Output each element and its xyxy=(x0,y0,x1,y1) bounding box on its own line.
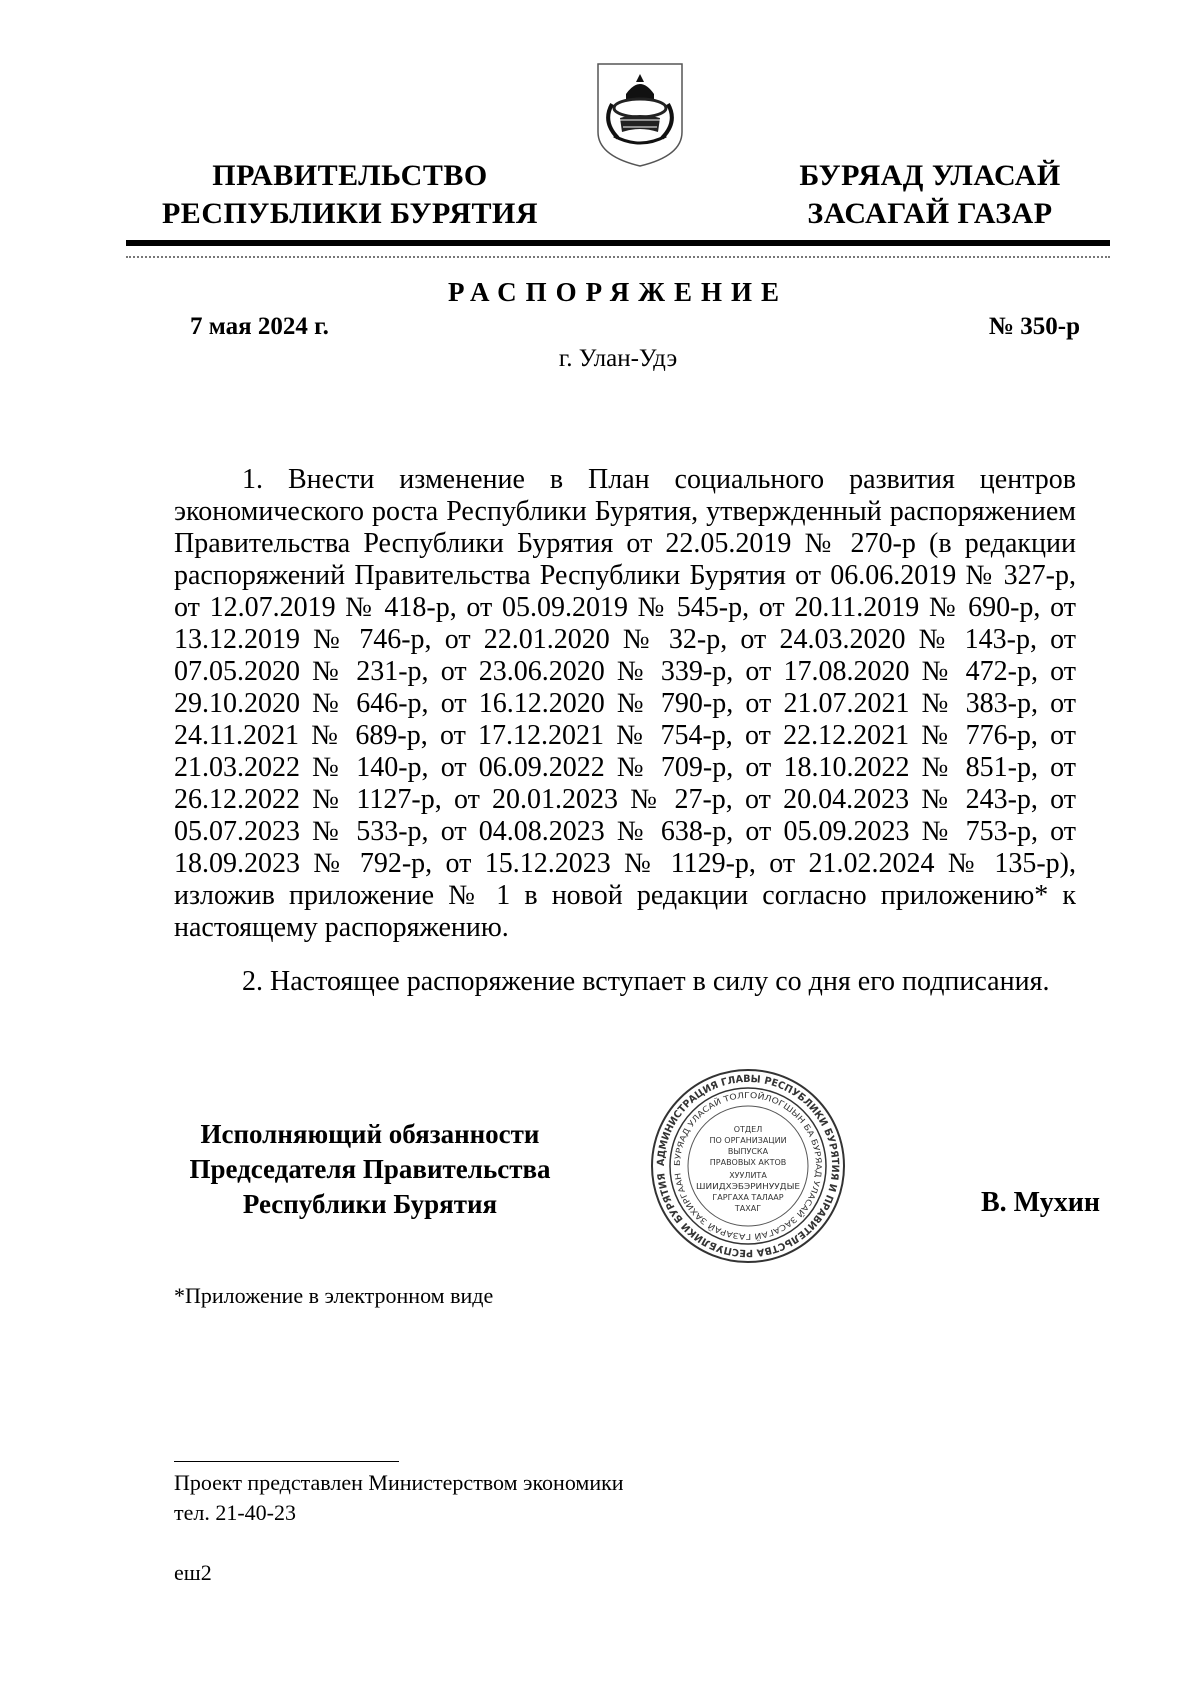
signer-title-line1: Исполняющий обязанности xyxy=(200,1119,540,1149)
signer-title-line3: Республики Бурятия xyxy=(242,1189,498,1219)
stamp-center-line: ПРАВОВЫХ АКТОВ xyxy=(709,1158,787,1167)
org-name-buryat-line1: БУРЯАД УЛАСАЙ xyxy=(799,159,1061,192)
signer-title-line2: Председателя Правительства xyxy=(189,1154,551,1184)
footnote-line1: Проект представлен Министерством экономики xyxy=(174,1470,624,1495)
footnote-line2: тел. 21-40-23 xyxy=(174,1500,297,1525)
document-code: еш2 xyxy=(174,1560,212,1585)
stamp-center-line: ВЫПУСКА xyxy=(727,1147,769,1156)
document-number: № 350-р xyxy=(988,313,1080,340)
org-name-russian xyxy=(150,157,550,233)
org-name-buryat xyxy=(760,157,1100,233)
stamp-outer-text: АДМИНИСТРАЦИЯ ГЛАВЫ РЕСПУБЛИКИ БУРЯТИЯ И ПРАВИТЕЛЬСТВА РЕСПУБЛИКИ БУРЯТИЯ xyxy=(655,1073,841,1259)
document-body xyxy=(174,464,1076,998)
stamp-center-line: ТАХАГ xyxy=(734,1204,762,1213)
coat-of-arms-emblem xyxy=(590,60,690,170)
stamp-center-line: ХУУЛИТА xyxy=(729,1171,767,1180)
org-name-russian-line1: ПРАВИТЕЛЬСТВО xyxy=(212,159,488,192)
org-name-russian-line2: РЕСПУБЛИКИ БУРЯТИЯ xyxy=(161,197,539,230)
body-paragraph-1: 1. Внести изменение в План социального развития центров экономического роста Республики Бурятия, утвержденный распоряжением Правительства Республики Бурятия от 22.05.2019 № 270-р (в редакции распоряжений Правительства Республики Бурятия от 06.06.2019 № 327-р, от 12.07.2019 № 418-р, от 05.09.2019 № 545-р, от 20.11.2019 № 690-р, от 13.12.2019 № 746-р, от 22.01.2020 № 32-р, от 24.03.2020 № 143-р, от 07.05.2020 № 231-р, от 23.06.2020 № 339-р, от 17.08.2020 № 472-р, от 29.10.2020 № 646-р, от 16.12.2020 № 790-р, от 21.07.2021 № 383-р, от 24.11.2021 № 689-р, от 17.12.2021 № 754-р, от 22.12.2021 № 776-р, от 21.03.2022 № 140-р, от 06.09.2022 № 709-р, от 18.10.2022 № 851-р, от 26.12.2022 № 1127-р, от 20.01.2023 № 27-р, от 20.04.2023 № 243-р, от 05.07.2023 № 533-р, от 04.08.2023 № 638-р, от 05.09.2023 № 753-р, от 18.09.2023 № 792-р, от 15.12.2023 № 1129-р, от 21.02.2024 № 135-р), изложив приложение № 1 в новой редакции согласно приложению* к настоящему распоряжению. xyxy=(174,464,1076,943)
stamp-inner-text: БУРЯАД УЛАСАЙ ТОЛГОЙЛОГШЫН БА БУРЯАД УЛАСАЙ ЗАСАГАЙ ГАЗАРАЙ ЗАХИРГААН xyxy=(672,1090,824,1242)
signer-name: В. Мухин xyxy=(981,1187,1100,1218)
official-stamp xyxy=(648,1066,848,1266)
stamp-center-line: ГАРГАХА ТАЛААР xyxy=(712,1193,784,1202)
body-paragraph-2: 2. Настоящее распоряжение вступает в силу со дня его подписания. xyxy=(242,966,1050,997)
appendix-note: *Приложение в электронном виде xyxy=(174,1283,494,1308)
document-type: РАСПОРЯЖЕНИЕ xyxy=(447,277,789,307)
org-name-buryat-line2: ЗАСАГАЙ ГАЗАР xyxy=(807,197,1053,230)
stamp-center-line: ОТДЕЛ xyxy=(733,1125,763,1134)
document-city: г. Улан-Удэ xyxy=(558,345,678,372)
stamp-center-line: ШИИДХЭБЭРИНУУДЫЕ xyxy=(696,1182,800,1191)
signer-title xyxy=(160,1117,580,1222)
stamp-center-line: ПО ОРГАНИЗАЦИИ xyxy=(709,1136,787,1145)
document-date: 7 мая 2024 г. xyxy=(190,313,329,340)
header-divider xyxy=(126,240,1110,246)
footnote xyxy=(174,1468,624,1528)
header-dotted-divider xyxy=(126,256,1110,258)
footnote-divider xyxy=(174,1461,399,1462)
